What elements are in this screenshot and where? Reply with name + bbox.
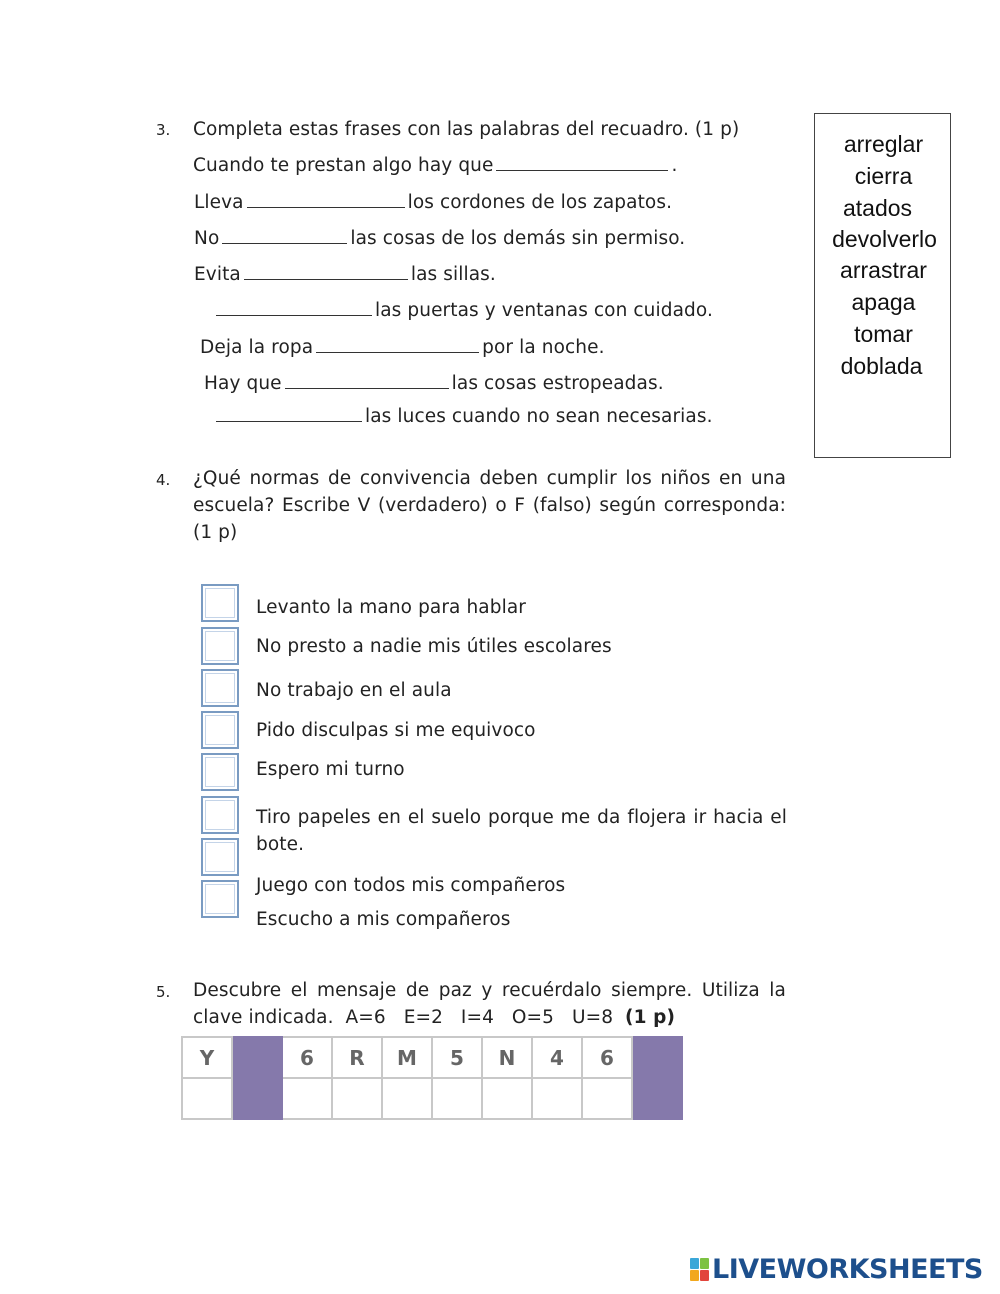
blank-6[interactable]: [316, 337, 479, 353]
sentence-8-after: las luces cuando no sean necesarias.: [365, 406, 713, 427]
sentence-1: [193, 155, 677, 176]
blank-2[interactable]: [247, 192, 405, 208]
answer-cell-5[interactable]: [382, 1078, 432, 1119]
answer-cell-6[interactable]: [432, 1078, 482, 1119]
code-grid: [181, 1036, 683, 1120]
statement-7: Juego con todos mis compañeros: [256, 875, 566, 896]
sentence-6: [200, 337, 605, 358]
answer-cell-9[interactable]: [582, 1078, 632, 1119]
checkbox-5[interactable]: [201, 753, 239, 791]
code-cell-6: 5: [432, 1037, 482, 1078]
code-cell-8: 4: [532, 1037, 582, 1078]
statement-4: Pido disculpas si me equivoco: [256, 720, 536, 741]
checkbox-3[interactable]: [201, 669, 239, 707]
answer-cell-10-separator: [632, 1078, 682, 1119]
sentence-6-before: Deja la ropa: [200, 337, 314, 358]
word-devolverlo: devolverlo: [832, 226, 937, 252]
checkbox-2[interactable]: [201, 627, 239, 665]
statement-1: Levanto la mano para hablar: [256, 597, 526, 618]
sentence-7-before: Hay que: [204, 373, 282, 394]
answer-cell-8[interactable]: [532, 1078, 582, 1119]
statement-3: No trabajo en el aula: [256, 680, 452, 701]
answer-cell-7[interactable]: [482, 1078, 532, 1119]
code-cell-2-separator: [232, 1037, 282, 1078]
question-5-prompt: [193, 977, 786, 1031]
sentence-1-after: .: [671, 155, 678, 176]
statement-8: Escucho a mis compañeros: [256, 909, 511, 930]
question-3-prompt: Completa estas frases con las palabras del recuadro. (1 p): [193, 119, 740, 140]
word-atados: atados: [842, 195, 913, 221]
code-cell-3: 6: [282, 1037, 332, 1078]
answer-cell-1[interactable]: [182, 1078, 232, 1119]
question-4-number: 4.: [156, 471, 171, 489]
sentence-6-after: por la noche.: [482, 337, 605, 358]
sentence-7-after: las cosas estropeadas.: [451, 373, 664, 394]
statement-5: Espero mi turno: [256, 759, 405, 780]
code-cell-10-separator: [632, 1037, 682, 1078]
answer-cell-4[interactable]: [332, 1078, 382, 1119]
question-5-key: A=6 E=2 I=4 O=5 U=8: [345, 1007, 614, 1028]
blank-5[interactable]: [216, 300, 372, 316]
sentence-3: [194, 228, 685, 249]
sentence-8: [213, 406, 713, 427]
sentence-4-before: Evita: [194, 264, 241, 285]
answer-row: [182, 1078, 682, 1119]
word-apaga: apaga: [851, 289, 916, 315]
checkbox-1[interactable]: [201, 584, 239, 622]
checkbox-6[interactable]: [201, 796, 239, 834]
blank-7[interactable]: [285, 373, 449, 389]
statement-6: Tiro papeles en el suelo porque me da flojera ir hacia el bote.: [256, 807, 787, 855]
liveworksheets-logo: [690, 1253, 983, 1285]
code-cell-1: Y: [182, 1037, 232, 1078]
checkbox-7[interactable]: [201, 838, 239, 876]
code-cell-4: R: [332, 1037, 382, 1078]
question-5-text: Descubre el mensaje de paz y recuérdalo siempre. Utiliza la clave indicada.: [193, 980, 786, 1028]
word-tomar: tomar: [854, 321, 913, 347]
sentence-5-after: las puertas y ventanas con cuidado.: [375, 300, 713, 321]
blank-3[interactable]: [222, 228, 347, 244]
blank-4[interactable]: [244, 264, 408, 280]
word-box: [814, 113, 951, 458]
sentence-1-before: Cuando te prestan algo hay que: [193, 155, 494, 176]
question-5-number: 5.: [156, 983, 171, 1001]
answer-cell-3[interactable]: [282, 1078, 332, 1119]
answer-cell-2-separator: [232, 1078, 282, 1119]
sentence-4: [194, 264, 496, 285]
sentence-4-after: las sillas.: [410, 264, 496, 285]
code-cell-9: 6: [582, 1037, 632, 1078]
sentence-7: [204, 373, 664, 394]
code-cell-5: M: [382, 1037, 432, 1078]
sentence-5: [213, 300, 713, 321]
blank-1[interactable]: [496, 155, 668, 171]
word-cierra: cierra: [854, 163, 913, 189]
blank-8[interactable]: [216, 406, 362, 422]
question-5-points: (1 p): [625, 1007, 676, 1028]
code-cell-7: N: [482, 1037, 532, 1078]
checkbox-8[interactable]: [201, 880, 239, 918]
question-4-prompt: ¿Qué normas de convivencia deben cumplir los niños en una escuela? Escribe V (verdadero) o F (falso) según corresponda: (1 p): [193, 468, 786, 543]
question-3-number: 3.: [156, 121, 171, 139]
liveworksheets-logo-icon: [690, 1256, 710, 1282]
sentence-2-before: Lleva: [194, 192, 244, 213]
statement-2: No presto a nadie mis útiles escolares: [256, 636, 612, 657]
checkbox-4[interactable]: [201, 711, 239, 749]
word-arrastrar: arrastrar: [840, 257, 927, 283]
word-doblada: doblada: [840, 353, 923, 379]
code-row: [182, 1037, 682, 1078]
sentence-3-after: las cosas de los demás sin permiso.: [350, 228, 686, 249]
word-arreglar: arreglar: [843, 131, 924, 157]
sentence-2-after: los cordones de los zapatos.: [407, 192, 673, 213]
sentence-3-before: No: [194, 228, 220, 249]
sentence-2: [194, 192, 672, 213]
liveworksheets-logo-text: LIVEWORKSHEETS: [712, 1253, 983, 1285]
